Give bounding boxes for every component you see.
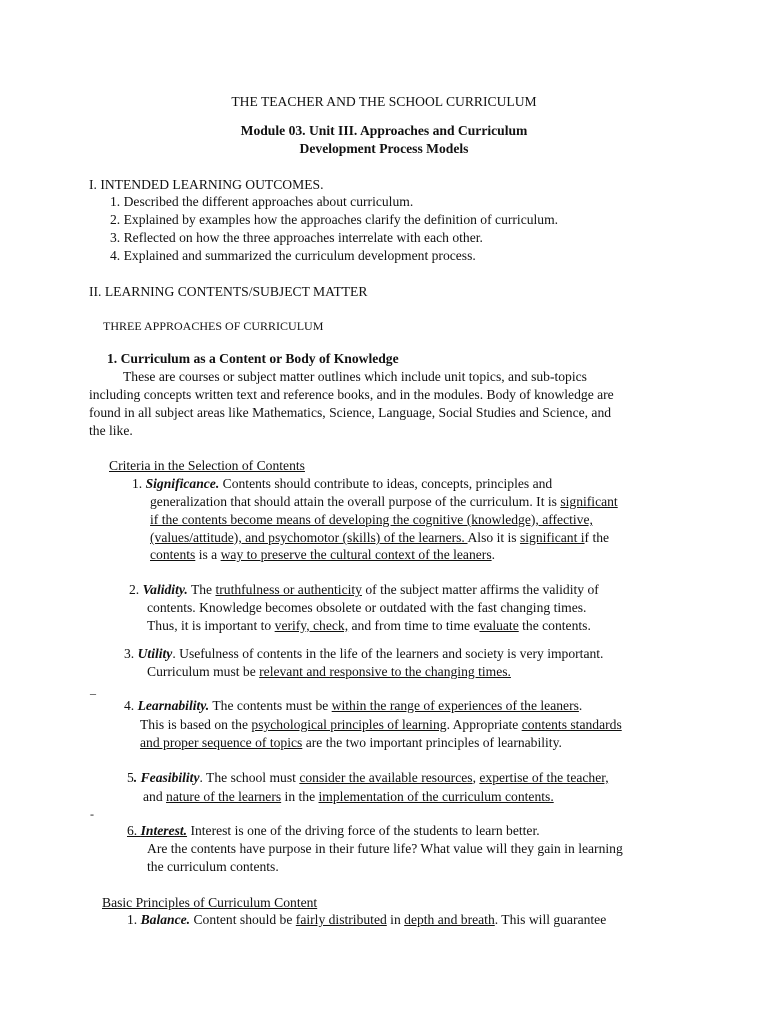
module-title-line-1: Module 03. Unit III. Approaches and Curriculum: [240, 123, 528, 138]
text-run: Interest is one of the driving force of the students to learn better.: [187, 823, 540, 838]
criteria-item-learnability: [124, 697, 582, 715]
criteria-item-line: [147, 599, 586, 617]
text-run: .: [491, 547, 496, 562]
text-run: the contents.: [518, 618, 591, 633]
text-run: of the subject matter affirms the validity of: [361, 582, 599, 597]
text-run: The: [187, 582, 216, 597]
principles-heading: Basic Principles of Curriculum Content: [102, 895, 318, 910]
margin-mark: -: [90, 807, 94, 821]
criteria-item-feasibility: [127, 769, 609, 787]
text-run: is a: [195, 547, 221, 562]
text-run: Curriculum must be: [147, 664, 260, 679]
criteria-item-line: [147, 840, 623, 858]
text-run: and from time to time e: [348, 618, 480, 633]
underlined-phrase: depth and breath: [404, 912, 495, 927]
underlined-phrase: significant: [560, 494, 618, 509]
item-term: Utility: [137, 646, 173, 661]
criteria-item-line: [150, 493, 618, 511]
underlined-phrase: contents standards: [521, 717, 622, 732]
criteria-item-validity: [129, 581, 599, 599]
underlined-phrase: (values/attitude), and psychomotor (skills) of the learners.: [150, 530, 468, 545]
underlined-phrase: way to preserve the cultural context of the leaners: [220, 547, 492, 562]
text-run: in: [386, 912, 405, 927]
underlined-phrase: verify, check,: [274, 618, 349, 633]
approach-1-paragraph-line: the like.: [89, 423, 133, 438]
underlined-phrase: and proper sequence of topics: [140, 735, 303, 750]
text-run: Also it is: [467, 530, 520, 545]
approach-1-paragraph-line: including concepts written text and reference books, and in the modules. Body of knowledge are: [89, 387, 614, 402]
underlined-phrase: implementation of the curriculum contents.: [318, 789, 554, 804]
approaches-subtitle: THREE APPROACHES OF CURRICULUM: [103, 319, 324, 333]
criteria-item-line: [143, 788, 554, 806]
underlined-phrase: within the range of experiences of the leaners: [331, 698, 579, 713]
criteria-item-line: [147, 663, 511, 681]
underlined-phrase: significant i: [519, 530, 585, 545]
approach-1-paragraph-line: found in all subject areas like Mathematics, Science, Language, Social Studies and Science, and: [89, 405, 612, 420]
item-term: Learnability.: [137, 698, 210, 713]
principle-item-balance: [127, 911, 606, 929]
item-number: 5: [127, 770, 134, 785]
item-number: 4.: [124, 698, 138, 713]
criteria-item-line: [150, 511, 593, 529]
criteria-item-line: [140, 734, 562, 752]
underlined-phrase: truthfulness or authenticity: [215, 582, 362, 597]
module-title-line-2: Development Process Models: [299, 141, 469, 156]
text-run: This is based on the: [140, 717, 252, 732]
text-run: the curriculum contents.: [147, 859, 279, 874]
text-run: Content should be: [190, 912, 296, 927]
criteria-heading: Criteria in the Selection of Contents: [109, 458, 305, 473]
section-1-heading: I. INTENDED LEARNING OUTCOMES.: [89, 177, 324, 192]
approach-1-heading: 1. Curriculum as a Content or Body of Knowledge: [107, 351, 399, 366]
text-run: . Appropriate: [446, 717, 522, 732]
underlined-phrase: psychological principles of learning: [251, 717, 447, 732]
item-term: Validity.: [142, 582, 188, 597]
text-run: Are the contents have purpose in their future life? What value will they gain in learning: [147, 841, 623, 856]
course-title: THE TEACHER AND THE SCHOOL CURRICULUM: [231, 94, 537, 109]
text-run: .: [578, 698, 583, 713]
outcome-item: 2. Explained by examples how the approaches clarify the definition of curriculum.: [110, 212, 559, 227]
text-run: Thus, it is important to: [147, 618, 275, 633]
underlined-phrase: if the contents become means of developing the cognitive (knowledge), affective,: [150, 512, 593, 527]
underlined-phrase: contents: [150, 547, 196, 562]
approach-1-paragraph-line: These are courses or subject matter outlines which include unit topics, and sub-topics: [123, 369, 587, 384]
outcome-item: 4. Explained and summarized the curriculum development process.: [110, 248, 476, 263]
text-run: The contents must be: [209, 698, 332, 713]
underlined-phrase: relevant and responsive to the changing times.: [259, 664, 511, 679]
criteria-item-line: [150, 529, 609, 547]
text-run: and: [143, 789, 167, 804]
outcome-item: 1. Described the different approaches about curriculum.: [110, 194, 414, 209]
item-term: . Feasibility: [133, 770, 200, 785]
criteria-item-line: [147, 858, 279, 876]
underlined-phrase: fairly distributed: [295, 912, 387, 927]
criteria-item-utility: [124, 645, 603, 663]
item-number: 3.: [124, 646, 138, 661]
section-2-heading: II. LEARNING CONTENTS/SUBJECT MATTER: [89, 284, 368, 299]
item-term: Balance.: [140, 912, 191, 927]
underlined-phrase: consider the available resources: [299, 770, 473, 785]
text-run: are the two important principles of learnability.: [302, 735, 562, 750]
text-run: . This will guarantee: [494, 912, 607, 927]
item-number: 2.: [129, 582, 143, 597]
text-run: in the: [281, 789, 319, 804]
item-number: 6.: [127, 823, 141, 838]
item-number: 1.: [132, 476, 146, 491]
text-run: generalization that should attain the overall purpose of the curriculum. It is: [150, 494, 561, 509]
underlined-phrase: valuate: [479, 618, 519, 633]
criteria-item-line: [147, 617, 591, 635]
text-run: . The school must: [199, 770, 300, 785]
text-run: contents. Knowledge becomes obsolete or outdated with the fast changing times.: [147, 600, 587, 615]
criteria-item-interest: [127, 822, 540, 840]
text-run: ,: [472, 770, 480, 785]
item-term: Interest.: [140, 823, 188, 838]
item-term: Significance.: [145, 476, 220, 491]
criteria-item-line: [140, 716, 622, 734]
underlined-phrase: expertise of the teacher,: [479, 770, 609, 785]
margin-mark: _: [90, 682, 96, 696]
text-run: . Usefulness of contents in the life of the learners and society is very important.: [172, 646, 604, 661]
underlined-phrase: nature of the learners: [166, 789, 282, 804]
criteria-item-significance: [132, 475, 552, 493]
text-run: Contents should contribute to ideas, concepts, principles and: [219, 476, 553, 491]
criteria-item-line: [150, 546, 495, 564]
item-number: 1.: [127, 912, 141, 927]
text-run: f the: [584, 530, 610, 545]
outcome-item: 3. Reflected on how the three approaches interrelate with each other.: [110, 230, 483, 245]
